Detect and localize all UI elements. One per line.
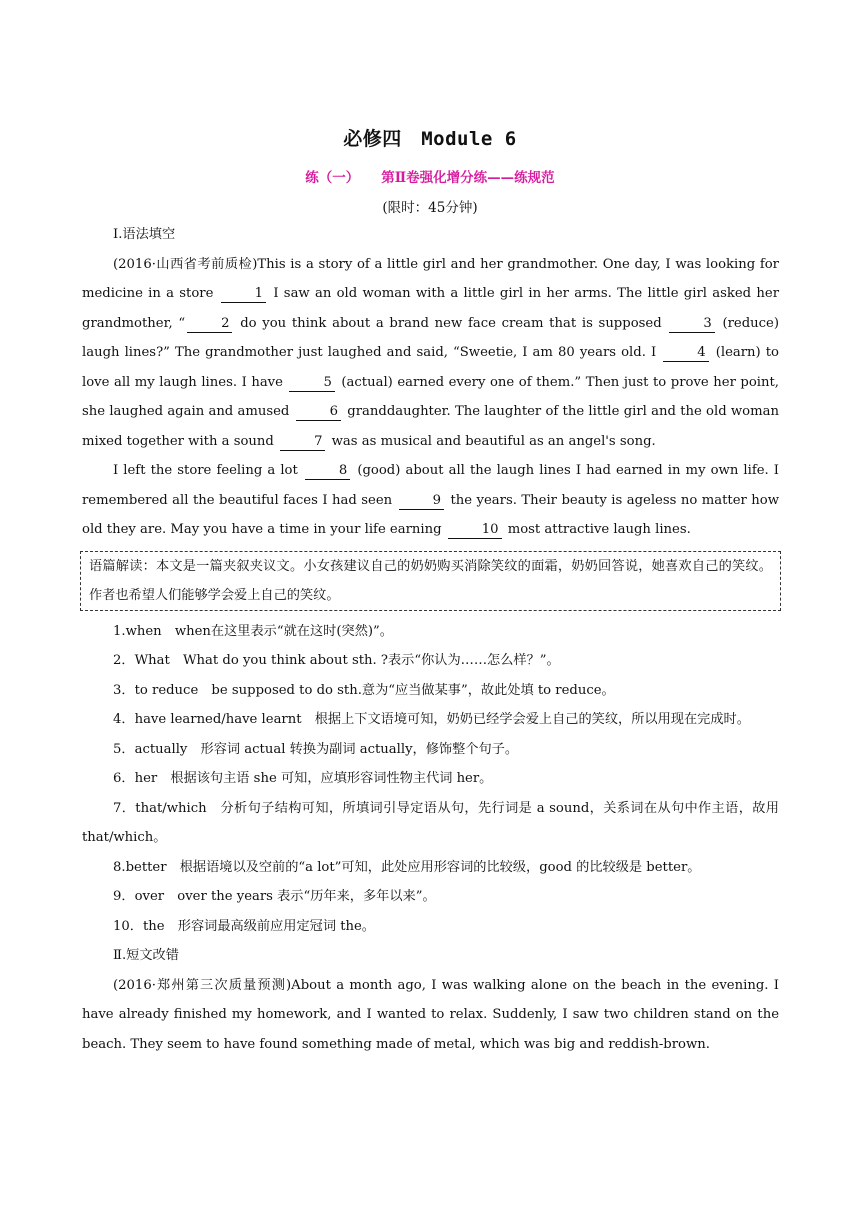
answer-item-3: 3．to reduce be supposed to do sth.意为“应当做某事”，故此处填 to reduce。 xyxy=(113,682,615,698)
subtitle-left: 练（一） xyxy=(305,170,360,186)
document-body xyxy=(82,220,779,1059)
page-title: 必修四 Module 6 xyxy=(343,128,517,150)
passage-analysis-box: 语篇解读：本文是一篇夹叙夹议文。小女孩建议自己的奶奶购买消除笑纹的面霜，奶奶回答说，她喜欢自己的笑纹。作者也希望人们能够学会爱上自己的笑纹。 xyxy=(80,551,781,611)
blank-5: 5 xyxy=(289,374,334,392)
blank-2: 2 xyxy=(187,315,232,333)
passage-paragraph-2: I left the store feeling a lot 8 (good) about all the laugh lines I had earned in my own life. I remembered all the beautiful faces I had seen 9 the years. Their beauty is ageless no matter how old they are. May you have a time in your life earning 10 most attractive laugh lines. xyxy=(82,463,779,537)
time-limit: (限时：45分钟) xyxy=(382,200,478,216)
answer-item-9: 9．over over the years 表示“历年来，多年以来”。 xyxy=(113,889,436,904)
answer-item-10: 10．the 形容词最高级前应用定冠词 the。 xyxy=(113,918,375,934)
section2-heading: Ⅱ.短文改错 xyxy=(113,948,179,963)
blank-9: 9 xyxy=(399,492,444,510)
answer-item-2: 2．What What do you think about sth. ?表示“你认为……怎么样？”。 xyxy=(113,653,560,668)
answer-item-6: 6．her 根据该句主语 she 可知，应填形容词性物主代词 her。 xyxy=(113,771,493,786)
blank-8: 8 xyxy=(305,462,350,480)
section1-heading: Ⅰ.语法填空 xyxy=(113,227,176,242)
blank-7: 7 xyxy=(280,433,325,451)
page-subtitle xyxy=(0,166,860,186)
subtitle-right: 第Ⅱ卷强化增分练——练规范 xyxy=(381,170,555,186)
answer-item-1: 1.when when在这里表示“就在这时(突然)”。 xyxy=(113,623,393,639)
passage-paragraph-1: (2016·山西省考前质检)This is a story of a little girl and her grandmother. One day, I was looking for medicine in a store 1 I saw an old woman with a little girl in her arms. The little girl asked her grandmother, “ 2 do you think about a brand new face cream that is supposed 3 (reduce) laugh lines?” The grandmother just laughed and said, “Sweetie, I am 80 years old. I 4 (learn) to love all my laugh lines. I have 5 (actual) earned every one of them.” Then just to prove her point, she laughed again and amused 6 granddaughter. The laughter of the little girl and the old woman mixed together with a sound 7 was as musical and beautiful as an angel's song. xyxy=(82,256,779,449)
blank-6: 6 xyxy=(296,403,341,421)
blank-1: 1 xyxy=(221,285,266,303)
answer-item-4: 4．have learned/have learnt 根据上下文语境可知，奶奶已经学会爱上自己的笑纹，所以用现在完成时。 xyxy=(113,712,750,727)
answer-item-7: 7．that/which 分析句子结构可知，所填词引导定语从句，先行词是 a sound，关系词在从句中作主语，故用 that/which。 xyxy=(82,800,779,845)
error-correction-passage: (2016·郑州第三次质量预测)About a month ago, I was walking alone on the beach in the evening. I have already finished my homework, and I wanted to relax. Suddenly, I saw two children stand on the beach. They seem to have found something made of metal, which was big and reddish-brown. xyxy=(82,977,779,1052)
blank-3: 3 xyxy=(669,315,714,333)
answer-item-5: 5．actually 形容词 actual 转换为副词 actually，修饰整个句子。 xyxy=(113,741,519,757)
answer-item-8: 8.better 根据语境以及空前的“a lot”可知，此处应用形容词的比较级，good 的比较级是 better。 xyxy=(113,859,701,875)
blank-10: 10 xyxy=(448,521,502,539)
blank-4: 4 xyxy=(663,344,708,362)
